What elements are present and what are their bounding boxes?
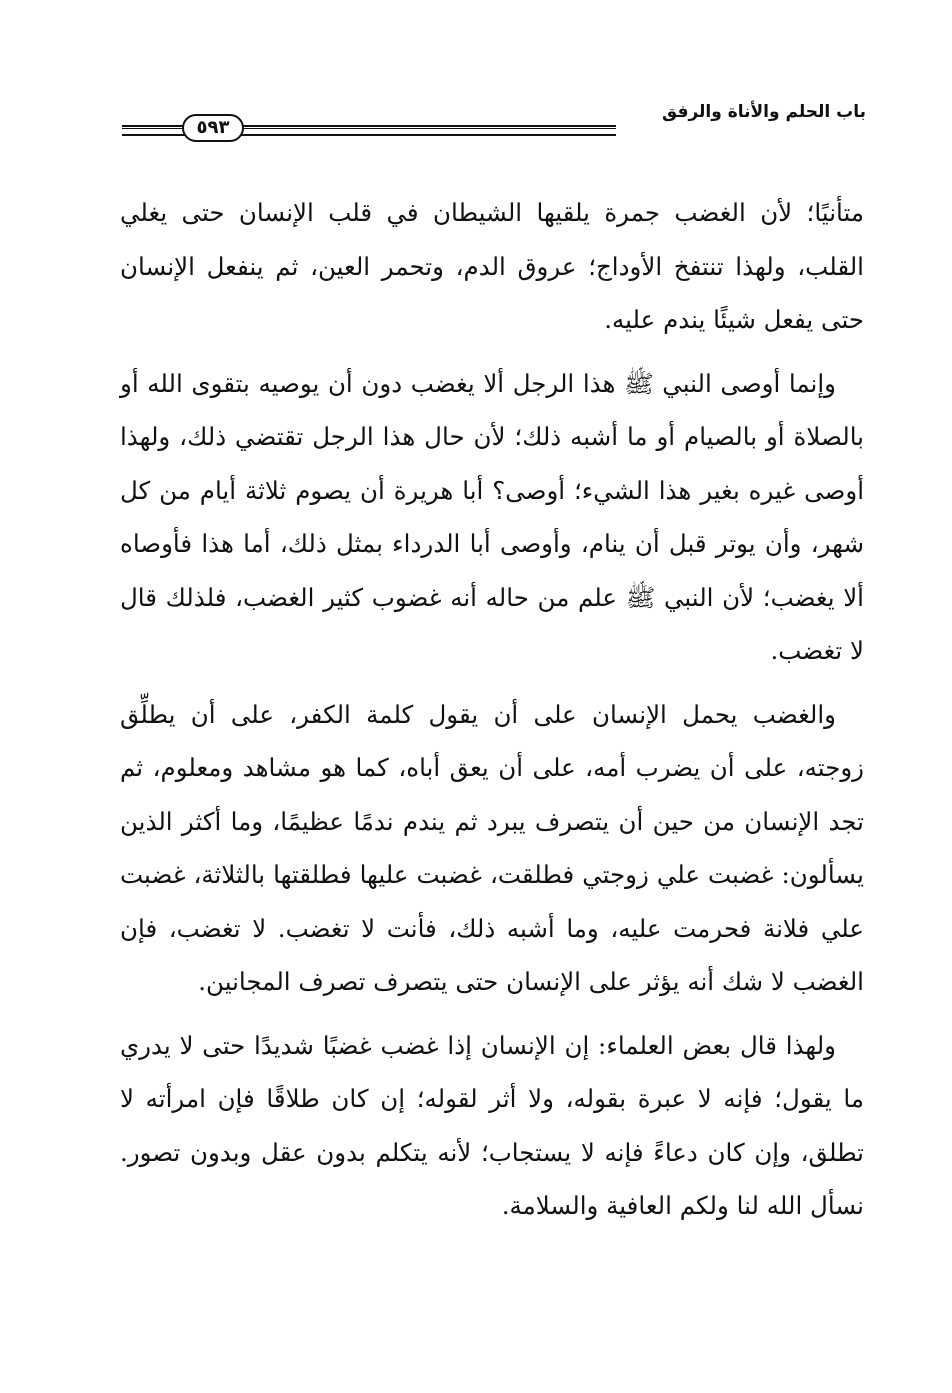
header-rule: [122, 114, 616, 142]
page-header: [122, 96, 866, 156]
paragraph: متأنيًا؛ لأن الغضب جمرة يلقيها الشيطان في قلب الإنسان حتى يغلي القلب، ولهذا تنتفخ الأوداج؛ عروق الدم، وتحمر العين، ثم ينفعل الإنسان حتى يفعل شيئًا يندم عليه.: [120, 198, 864, 334]
paragraph: ولهذا قال بعض العلماء: إن الإنسان إذا غضب غضبًا شديدًا حتى لا يدري ما يقول؛ فإنه لا عبرة بقوله، ولا أثر لقوله؛ إن كان طلاقًا فإن امرأته لا تطلق، وإن كان دعاءً فإنه لا يستجاب؛ لأنه يتكلم بدون عقل وبدون تصور. نسأل الله لنا ولكم العافية والسلامة.: [120, 1030, 864, 1220]
chapter-title: باب الحلم والأناة والرفق: [662, 102, 866, 122]
page-body: [120, 186, 864, 1243]
paragraph: وإنما أوصى النبي ﷺ هذا الرجل ألا يغضب دون أن يوصيه بتقوى الله أو بالصلاة أو بالصيام أو ما أشبه ذلك؛ لأن حال هذا الرجل تقتضي ذلك، ولهذا أوصى غيره بغير هذا الشيء؛ أوصى؟ أبا هريرة أن يصوم ثلاثة أيام من كل شهر، وأن يوتر قبل أن ينام، وأوصى أبا الدرداء بمثل ذلك، أما هذا فأوصاه ألا يغضب؛ لأن النبي ﷺ علم من حاله أنه غضوب كثير الغضب، فلذلك قال لا تغضب.: [120, 368, 864, 665]
page-number: ٥٩٣: [182, 114, 244, 142]
paragraph: والغضب يحمل الإنسان على أن يقول كلمة الكفر، على أن يطلِّق زوجته، على أن يضرب أمه، على أن يعق أباه، كما هو مشاهد ومعلوم، ثم تجد الإنسان من حين أن يتصرف يبرد ثم يندم ندمًا عظيمًا، وما أكثر الذين يسألون: غضبت علي زوجتي فطلقت، غضبت عليها فطلقتها بالثلاثة، غضبت علي فلانة فحرمت عليه، وما أشبه ذلك، فأنت لا تغضب. لا تغضب، فإن الغضب لا شك أنه يؤثر على الإنسان حتى يتصرف تصرف المجانين.: [120, 699, 864, 996]
